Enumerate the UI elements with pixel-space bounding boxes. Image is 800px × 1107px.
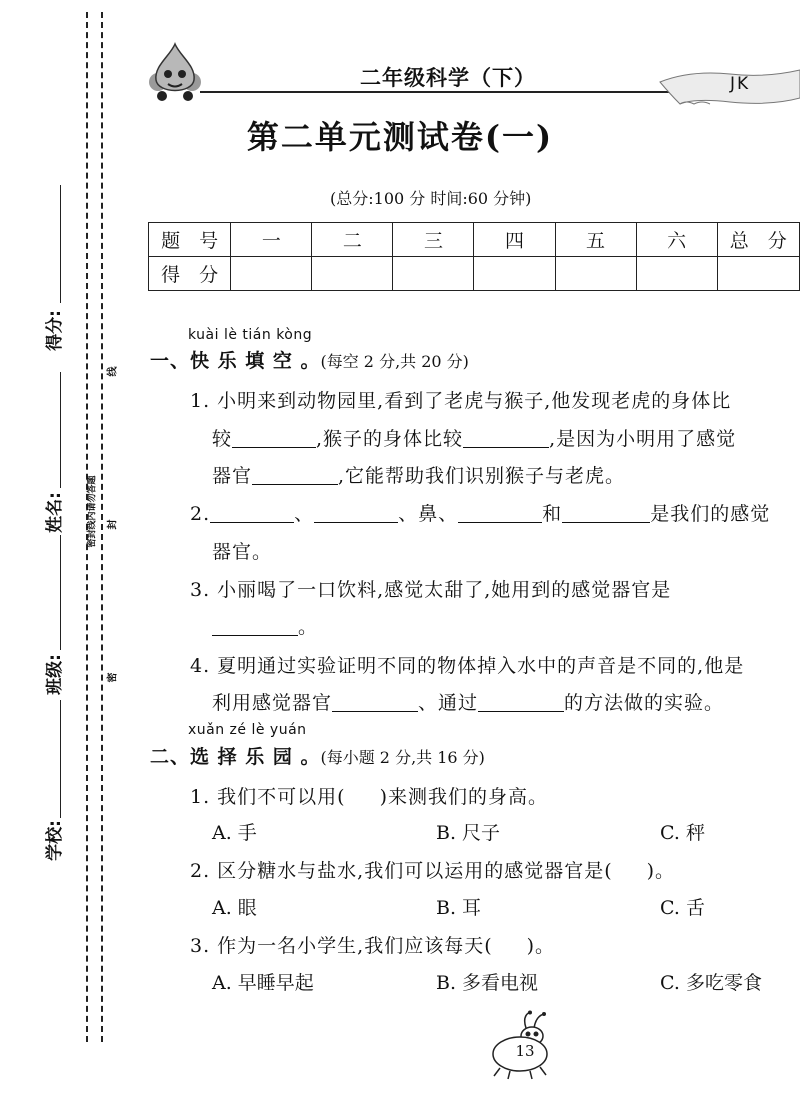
class-write-line bbox=[60, 535, 61, 650]
q2-text: 、 bbox=[294, 503, 315, 525]
q2-text: 2. bbox=[190, 503, 211, 525]
score-table-cell: 题 号 bbox=[149, 223, 231, 257]
section2-pinyin: xuǎn zé lè yuán bbox=[188, 722, 307, 738]
exam-title: 第二单元测试卷(一) bbox=[246, 118, 554, 156]
choice-q3-option-b[interactable]: B. 多看电视 bbox=[436, 972, 539, 994]
section2-note: (每小题 2 分,共 16 分) bbox=[320, 748, 485, 767]
section2-title: 二、选 择 乐 园 。 bbox=[150, 746, 321, 768]
section2-heading bbox=[150, 742, 485, 769]
score-entry-cell[interactable] bbox=[474, 257, 555, 291]
choice-q2-text: 2. 区分糖水与盐水,我们可以运用的感觉器官是( bbox=[190, 860, 613, 882]
q4-blank-1[interactable] bbox=[332, 693, 418, 712]
q1-text: 器官 bbox=[212, 465, 253, 487]
q1-text: ,它能帮助我们识别猴子与老虎。 bbox=[338, 465, 626, 487]
q4-text: 、通过 bbox=[418, 692, 479, 714]
choice-q2-option-c[interactable]: C. 舌 bbox=[660, 897, 705, 919]
q1-text: ,猴子的身体比较 bbox=[316, 428, 464, 450]
choice-q1-option-c[interactable]: C. 秤 bbox=[660, 822, 705, 844]
section1-pinyin: kuài lè tián kòng bbox=[188, 327, 313, 343]
q3-text: 。 bbox=[298, 616, 319, 638]
q1-blank-2[interactable] bbox=[463, 429, 549, 448]
q1-text: 较 bbox=[212, 428, 233, 450]
score-entry-cell[interactable] bbox=[312, 257, 393, 291]
q1-line-3 bbox=[212, 461, 625, 488]
choice-q3 bbox=[190, 931, 555, 958]
binding-seal-char: 封 bbox=[107, 519, 119, 530]
q3-line-2 bbox=[212, 612, 318, 639]
header-ribbon-decoration bbox=[650, 60, 800, 108]
score-table bbox=[148, 222, 800, 291]
name-write-line bbox=[60, 372, 61, 488]
score-table-cell: 三 bbox=[393, 223, 474, 257]
page-number: 13 bbox=[515, 1042, 535, 1060]
q2-blank-1[interactable] bbox=[210, 504, 294, 523]
choice-q1-option-b[interactable]: B. 尺子 bbox=[436, 822, 501, 844]
q2-line-2: 器官。 bbox=[212, 541, 273, 563]
name-label: 姓名: bbox=[44, 492, 65, 533]
score-table-cell: 得 分 bbox=[149, 257, 231, 291]
q4-blank-2[interactable] bbox=[478, 693, 564, 712]
q2-text: 、鼻、 bbox=[398, 503, 459, 525]
section1-note: (每空 2 分,共 20 分) bbox=[320, 352, 469, 371]
q1-blank-1[interactable] bbox=[232, 429, 316, 448]
class-label: 班级: bbox=[44, 654, 65, 695]
q2-blank-4[interactable] bbox=[562, 504, 650, 523]
score-table-cell: 一 bbox=[231, 223, 312, 257]
score-table-cell: 总 分 bbox=[717, 223, 799, 257]
q4-line-1: 4. 夏明通过实验证明不同的物体掉入水中的声音是不同的,他是 bbox=[190, 655, 745, 677]
school-label: 学校: bbox=[44, 820, 65, 861]
q1-line-2 bbox=[212, 424, 736, 451]
q4-text: 利用感觉器官 bbox=[212, 692, 333, 714]
binding-mi-char: 密 bbox=[107, 672, 119, 683]
score-entry-cell[interactable] bbox=[555, 257, 636, 291]
score-entry-cell[interactable] bbox=[393, 257, 474, 291]
choice-q3-text: 3. 作为一名小学生,我们应该每天( bbox=[190, 935, 493, 957]
book-title: 二年级科学（下） bbox=[360, 66, 536, 90]
score-table-cell: 二 bbox=[312, 223, 393, 257]
choice-q3-option-a[interactable]: A. 早睡早起 bbox=[212, 972, 314, 994]
score-table-score-row bbox=[149, 257, 800, 291]
seal-notice: 密封线内请勿答题 bbox=[87, 475, 98, 548]
choice-q1 bbox=[190, 782, 548, 809]
q1-blank-3[interactable] bbox=[252, 466, 338, 485]
score-table-cell: 四 bbox=[474, 223, 555, 257]
school-write-line bbox=[60, 700, 61, 818]
q2-text: 和 bbox=[542, 503, 563, 525]
q1-line-1: 1. 小明来到动物园里,看到了老虎与猴子,他发现老虎的身体比 bbox=[190, 390, 732, 412]
binding-line-char: 线 bbox=[107, 366, 119, 377]
q3-line-1: 3. 小丽喝了一口饮料,感觉太甜了,她用到的感觉器官是 bbox=[190, 579, 672, 601]
q4-text: 的方法做的实验。 bbox=[564, 692, 725, 714]
score-write-line bbox=[60, 185, 61, 303]
choice-q3-text: )。 bbox=[526, 935, 556, 957]
choice-q1-option-a[interactable]: A. 手 bbox=[212, 822, 257, 844]
score-entry-cell[interactable] bbox=[717, 257, 799, 291]
exam-subtitle: (总分:100 分 时间:60 分钟) bbox=[330, 189, 532, 208]
choice-q1-text: )来测我们的身高。 bbox=[379, 786, 549, 808]
q3-blank[interactable] bbox=[212, 617, 298, 636]
q4-line-2 bbox=[212, 688, 724, 715]
q2-line-1 bbox=[190, 499, 770, 526]
score-entry-cell[interactable] bbox=[636, 257, 717, 291]
choice-q2-option-b[interactable]: B. 耳 bbox=[436, 897, 482, 919]
score-table-cell: 六 bbox=[636, 223, 717, 257]
section1-heading bbox=[150, 346, 469, 373]
edition-badge: JK bbox=[730, 74, 751, 94]
score-table-cell: 五 bbox=[555, 223, 636, 257]
choice-q2 bbox=[190, 856, 675, 883]
choice-q2-option-a[interactable]: A. 眼 bbox=[212, 897, 257, 919]
q1-text: ,是因为小明用了感觉 bbox=[549, 428, 737, 450]
score-label: 得分: bbox=[44, 310, 65, 351]
score-entry-cell[interactable] bbox=[231, 257, 312, 291]
q2-blank-2[interactable] bbox=[314, 504, 398, 523]
choice-q3-option-c[interactable]: C. 多吃零食 bbox=[660, 972, 762, 994]
q2-text: 是我们的感觉 bbox=[650, 503, 771, 525]
score-table-header-row bbox=[149, 223, 800, 257]
choice-q2-text: )。 bbox=[646, 860, 676, 882]
q2-blank-3[interactable] bbox=[458, 504, 542, 523]
section1-title: 一、快 乐 填 空 。 bbox=[150, 350, 321, 372]
choice-q1-text: 1. 我们不可以用( bbox=[190, 786, 346, 808]
